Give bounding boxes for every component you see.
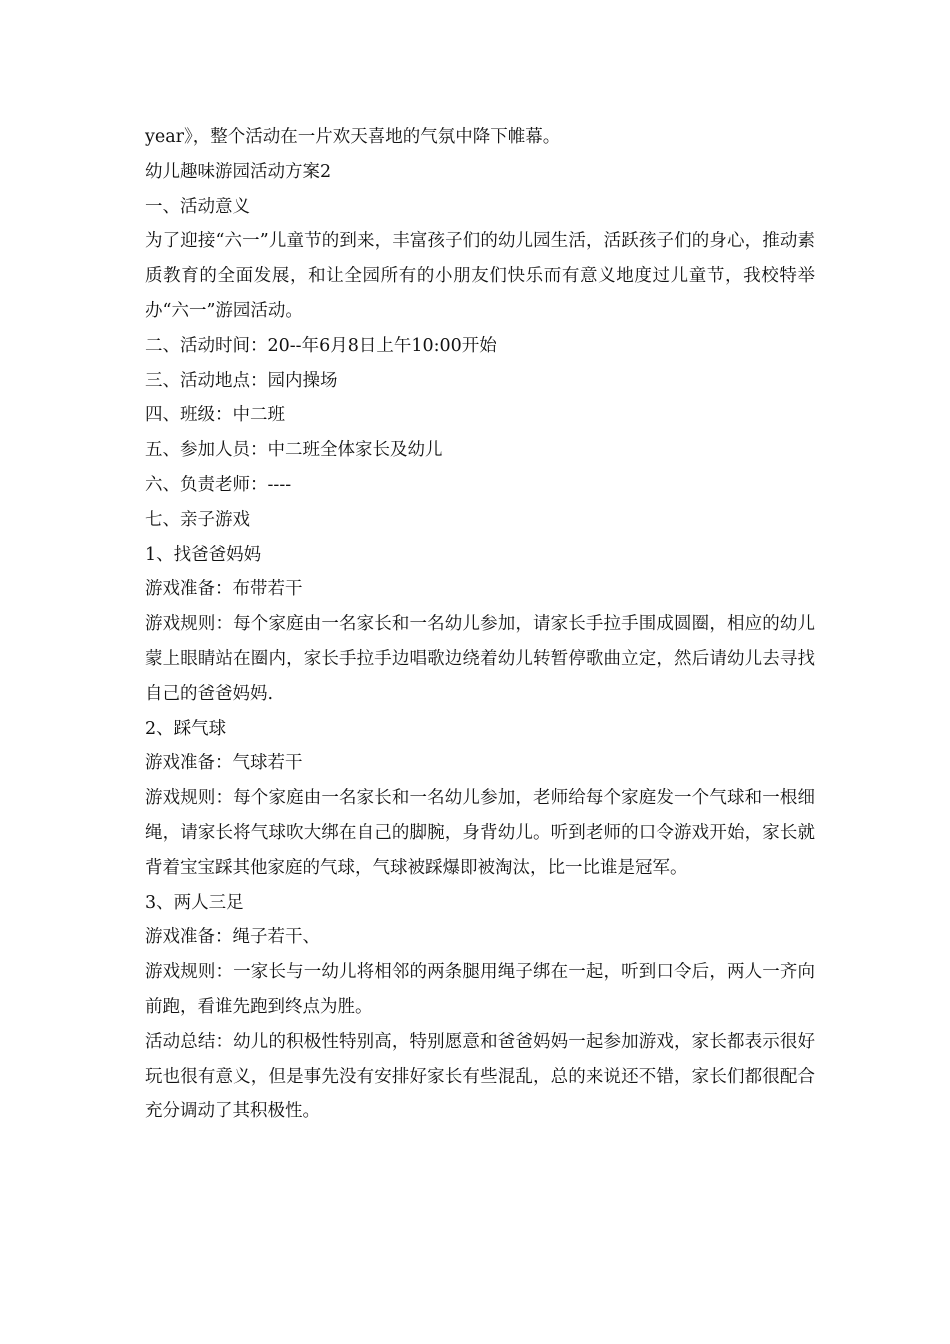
section-title: 幼儿趣味游园活动方案2 <box>145 161 332 182</box>
heading-activity-meaning: 一、活动意义 <box>145 196 250 217</box>
item-teacher: 六、负责老师：---- <box>145 474 292 495</box>
document-body <box>145 120 815 1129</box>
game-2-preparation: 游戏准备：气球若干 <box>145 753 303 774</box>
game-1-rules: 游戏规则：每个家庭由一名家长和一名幼儿参加，请家长手拉手围成圆圈，相应的幼儿蒙上眼睛站在圈内，家长手拉手边唱歌边绕着幼儿转暂停歌曲立定，然后请幼儿去寻找自己的爸爸妈妈. <box>145 614 815 704</box>
item-class: 四、班级：中二班 <box>145 405 285 426</box>
paragraph-closing-line: year》，整个活动在一片欢天喜地的气氛中降下帷幕。 <box>145 127 561 147</box>
game-1-preparation: 游戏准备：布带若干 <box>145 579 303 600</box>
activity-summary: 活动总结：幼儿的积极性特别高，特别愿意和爸爸妈妈一起参加游戏，家长都表示很好玩也很有意义，但是事先没有安排好家长有些混乱，总的来说还不错，家长们都很配合充分调动了其积极性。 <box>145 1031 815 1122</box>
game-3-rules: 游戏规则：一家长与一幼儿将相邻的两条腿用绳子绑在一起，听到口令后，两人一齐向前跑，看谁先跑到终点为胜。 <box>145 962 815 1017</box>
game-3-title: 3、两人三足 <box>145 892 244 913</box>
game-2-rules: 游戏规则：每个家庭由一名家长和一名幼儿参加，老师给每个家庭发一个气球和一根细绳，请家长将气球吹大绑在自己的脚腕，身背幼儿。听到老师的口令游戏开始，家长就背着宝宝踩其他家庭的气球，气球被踩爆即被淘汰，比一比谁是冠军。 <box>145 788 815 878</box>
game-3-preparation: 游戏准备：绳子若干、 <box>145 927 320 948</box>
item-activity-time: 二、活动时间：20--年6月8日上午10:00开始 <box>145 335 497 356</box>
game-1-title: 1、找爸爸妈妈 <box>145 544 262 565</box>
item-participants: 五、参加人员：中二班全体家长及幼儿 <box>145 440 443 461</box>
game-2-title: 2、踩气球 <box>145 718 227 739</box>
heading-parent-child-games: 七、亲子游戏 <box>145 509 250 530</box>
paragraph-meaning-text: 为了迎接“六一”儿童节的到来，丰富孩子们的幼儿园生活，活跃孩子们的身心，推动素质教育的全面发展，和让全园所有的小朋友们快乐而有意义地度过儿童节，我校特举办“六一”游园活动。 <box>145 231 815 321</box>
item-activity-location: 三、活动地点：园内操场 <box>145 370 338 391</box>
